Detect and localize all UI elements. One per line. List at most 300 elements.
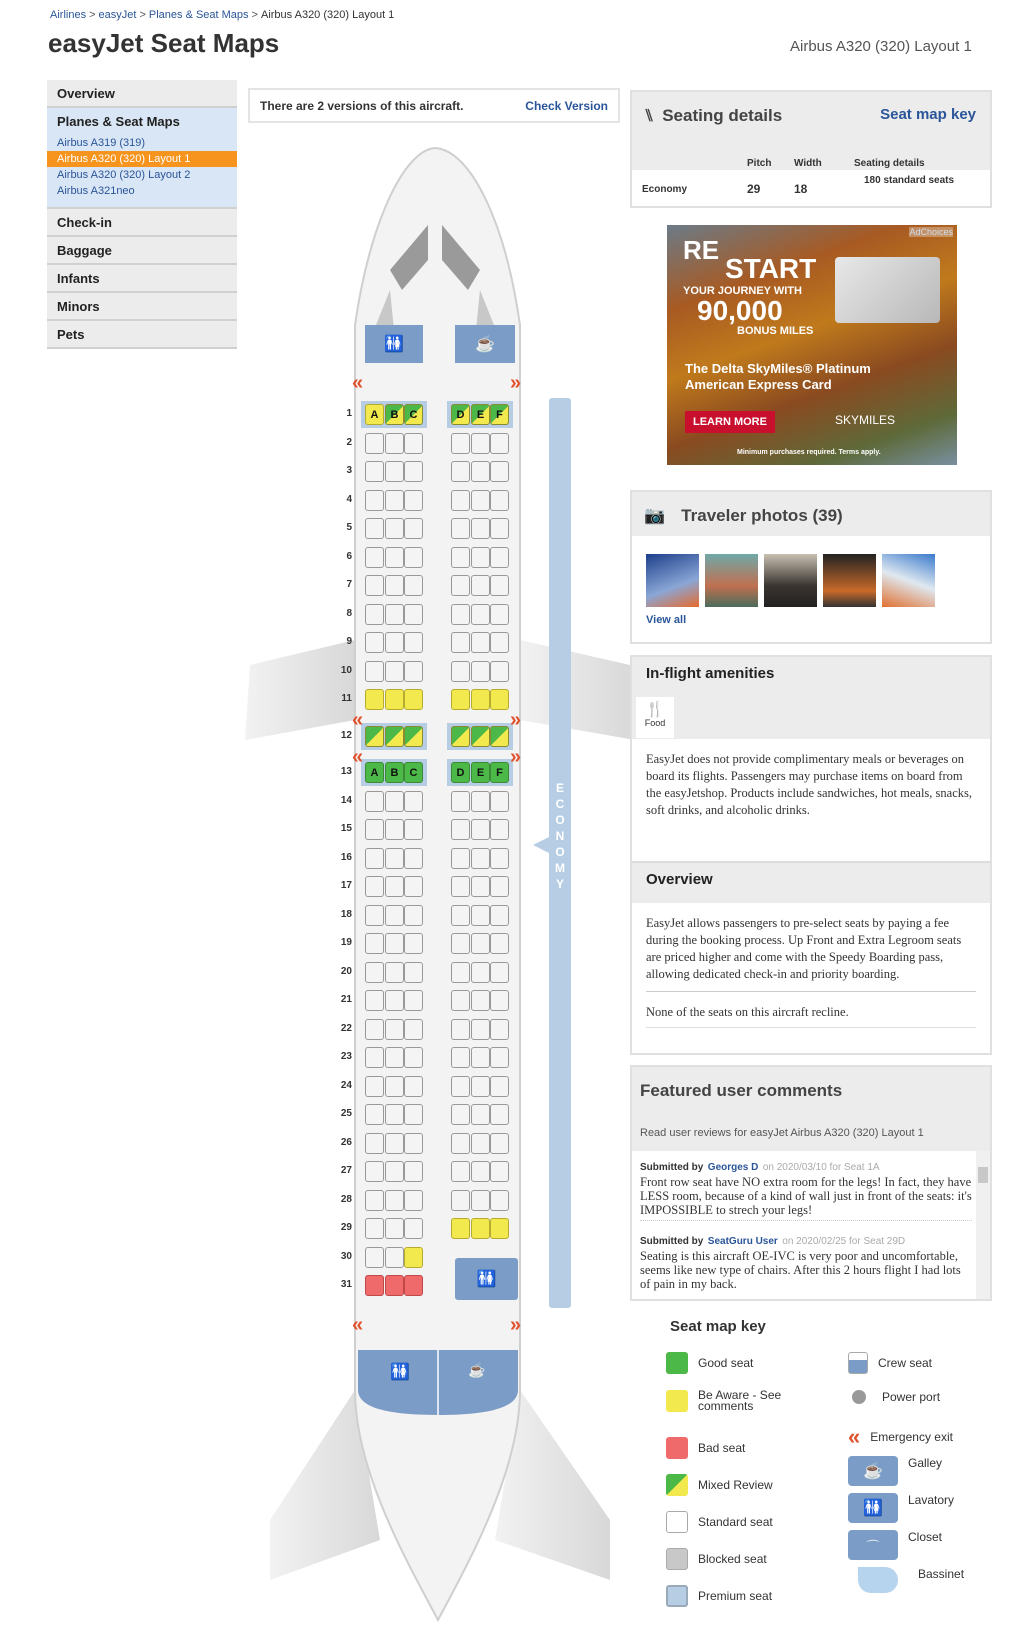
key-label: Good seat [698,1356,754,1370]
breadcrumb-planes[interactable]: Planes & Seat Maps [148,9,249,21]
seat-25D[interactable] [451,1104,470,1125]
crew-seat-icon [848,1352,868,1374]
row-number: 16 [340,851,352,863]
seat-15E[interactable] [471,819,490,840]
seat-25C[interactable] [404,1104,423,1125]
seat-10A[interactable] [365,661,384,682]
seat-2C[interactable] [404,433,423,454]
seat-28D[interactable] [451,1190,470,1211]
key-label: Power port [882,1390,941,1404]
seat-4B[interactable] [385,490,404,511]
amenities-text: EasyJet does not provide complimentary meals or beverages on board its flights. Passengers may purchase items on board from the easyJetshop. Products include sandwiches, hot meals, snacks, soft drinks, and alcoholic drinks. [632,739,990,861]
seating-details-panel [630,90,992,208]
separator: > [251,9,258,21]
seat-2F[interactable] [490,433,509,454]
aircraft-subtitle: Airbus A320 (320) Layout 1 [790,38,972,55]
seat-18C[interactable] [404,905,423,926]
row-number: 29 [340,1222,352,1233]
seat-2A[interactable] [365,433,384,454]
row-number: 1 [346,408,352,419]
row-number: 27 [340,1165,352,1176]
seat-31C[interactable] [404,1275,423,1296]
sidebar-plane-a320-layout1[interactable]: Airbus A320 (320) Layout 1 [47,151,237,167]
row-number: 7 [346,579,352,590]
key-label: Standard seat [698,1515,773,1529]
seat-10E[interactable] [471,661,490,682]
seat-19B[interactable] [385,933,404,954]
plane-illustration [230,140,650,1640]
seat-7C[interactable] [404,575,423,596]
seat-13E[interactable]: E [471,762,490,783]
power-port-icon [852,1390,866,1404]
economy-label: ECONOMY [555,781,565,891]
seat-6E[interactable] [471,547,490,568]
seat-17F[interactable] [490,876,509,897]
photo-thumbnail[interactable] [646,554,699,607]
seat-28A[interactable] [365,1190,384,1211]
photo-thumbnail[interactable] [882,554,935,607]
seat-5A[interactable] [365,518,384,539]
comments-list[interactable] [632,1151,990,1299]
seat-25E[interactable] [471,1104,490,1125]
seat-13C[interactable]: C [404,762,423,783]
seat-22E[interactable] [471,1019,490,1040]
row-number: 31 [340,1279,352,1290]
seat-18F[interactable] [490,905,509,926]
seat-6B[interactable] [385,547,404,568]
seat-21C[interactable] [404,990,423,1011]
seat-7B[interactable] [385,575,404,596]
premium-seat-swatch [666,1585,688,1607]
seat-17B[interactable] [385,876,404,897]
version-notice [248,88,620,123]
seat-4A[interactable] [365,490,384,511]
comments-scrollbar[interactable] [976,1151,990,1299]
seat-28C[interactable] [404,1190,423,1211]
seat-18E[interactable] [471,905,490,926]
seat-18A[interactable] [365,905,384,926]
ad-headline-2: START [725,253,817,284]
seat-4C[interactable] [404,490,423,511]
seat-11F[interactable] [490,689,509,710]
seat-22D[interactable] [451,1019,470,1040]
seat-16A[interactable] [365,848,384,869]
seat-18B[interactable] [385,905,404,926]
row-number: 22 [340,1022,352,1034]
seat-1A[interactable]: A [365,404,384,425]
seat-8A[interactable] [365,604,384,625]
seat-12E[interactable] [471,726,490,747]
seat-29B[interactable] [385,1218,404,1239]
ad-brand: SKYMILES [835,413,896,427]
seat-22C[interactable] [404,1019,423,1040]
seat-16C[interactable] [404,848,423,869]
seat-12C[interactable] [404,726,423,747]
seat-7E[interactable] [471,575,490,596]
sidebar-item-overview[interactable]: Overview [47,80,237,108]
seat-17A[interactable] [365,876,384,897]
seat-8E[interactable] [471,604,490,625]
seat-18D[interactable] [451,905,470,926]
seat-1C[interactable]: C [404,404,423,425]
seat-10F[interactable] [490,661,509,682]
left-wing [245,640,355,740]
seat-27C[interactable] [404,1161,423,1182]
seat-12F[interactable] [490,726,509,747]
comment-meta: on 2020/02/25 for Seat 29D [782,1236,906,1247]
seat-27A[interactable] [365,1161,384,1182]
seat-23A[interactable] [365,1047,384,1068]
bassinet-icon [858,1567,898,1593]
class-name: Economy [642,184,688,195]
seat-21A[interactable] [365,990,384,1011]
mixed-seat-swatch [666,1474,688,1496]
seating-details-title: Seating details [662,106,783,125]
seat-11E[interactable] [471,689,490,710]
seat-22A[interactable] [365,1019,384,1040]
seat-14A[interactable] [365,791,384,812]
seating-row-economy [632,170,990,206]
seat-28B[interactable] [385,1190,404,1211]
seat-8C[interactable] [404,604,423,625]
seat-21D[interactable] [451,990,470,1011]
seat-16E[interactable] [471,848,490,869]
seat-19C[interactable] [404,933,423,954]
seat-20D[interactable] [451,962,470,983]
sidebar-item-infants[interactable]: Infants [47,265,237,293]
col-details: Seating details [854,158,925,169]
seat-16F[interactable] [490,848,509,869]
seat-24B[interactable] [385,1076,404,1097]
row-number: 10 [340,664,352,676]
seat-4F[interactable] [490,490,509,511]
seat-6F[interactable] [490,547,509,568]
row-number: 14 [340,794,352,806]
seat-15F[interactable] [490,819,509,840]
seat-16D[interactable] [451,848,470,869]
key-label: Bassinet [918,1567,965,1581]
seat-11B[interactable] [385,689,404,710]
seat-19F[interactable] [490,933,509,954]
seat-17E[interactable] [471,876,490,897]
sidebar-item-pets[interactable]: Pets [47,321,237,349]
seat-23B[interactable] [385,1047,404,1068]
seat-24C[interactable] [404,1076,423,1097]
seat-22B[interactable] [385,1019,404,1040]
seat-14D[interactable] [451,791,470,812]
seat-map-key-link[interactable]: Seat map key [880,106,976,123]
seat-15C[interactable] [404,819,423,840]
right-wing [520,640,635,740]
seat-1D[interactable]: D [451,404,470,425]
seat-27F[interactable] [490,1161,509,1182]
seat-10B[interactable] [385,661,404,682]
seat-12B[interactable] [385,726,404,747]
emergency-exit-left-front: « [352,372,364,394]
seat-22F[interactable] [490,1019,509,1040]
seat-10D[interactable] [451,661,470,682]
seat-8F[interactable] [490,604,509,625]
row-number: 2 [346,436,352,448]
sidebar-item-minors[interactable]: Minors [47,293,237,321]
pitch-value: 29 [747,182,761,196]
seat-5F[interactable] [490,518,509,539]
breadcrumb-easyjet[interactable]: easyJet [98,9,137,21]
seat-24A[interactable] [365,1076,384,1097]
seat-9A[interactable] [365,632,384,653]
comment-text: Front row seat have NO extra room for the legs! In fact, they have LESS room, because of a kind of wall just in front of the seats: it's IMPOSSIBLE to strech your legs! [640,1175,972,1217]
comments-subtitle: Read user reviews for easyJet Airbus A320 (320) Layout 1 [640,1127,924,1139]
seat-1F[interactable]: F [490,404,509,425]
seat-9E[interactable] [471,632,490,653]
sidebar-item-baggage[interactable]: Baggage [47,237,237,265]
details-value: 180 standard seats [864,175,955,186]
comment-user[interactable]: SeatGuru User [707,1236,778,1247]
seat-13A[interactable]: A [365,762,384,783]
seat-30A[interactable] [365,1247,384,1268]
seat-4D[interactable] [451,490,470,511]
row-number: 24 [340,1079,352,1091]
seat-14F[interactable] [490,791,509,812]
seat-19D[interactable] [451,933,470,954]
seat-1B[interactable]: B [385,404,404,425]
seat-9F[interactable] [490,632,509,653]
seat-20A[interactable] [365,962,384,983]
row-number: 13 [340,766,352,777]
seat-20E[interactable] [471,962,490,983]
key-label: Be Aware - See comments [698,1388,782,1413]
photo-thumbnail[interactable] [823,554,876,607]
ad-line-5: BONUS MILES [737,325,814,337]
seat-15B[interactable] [385,819,404,840]
seat-31A[interactable] [365,1275,384,1296]
key-label: Blocked seat [698,1552,767,1566]
seat-29F[interactable] [490,1218,509,1239]
seat-27E[interactable] [471,1161,490,1182]
key-label: Bad seat [698,1441,746,1455]
row-number: 8 [346,607,352,619]
seat-3C[interactable] [404,461,423,482]
seat-3D[interactable] [451,461,470,482]
seat-11A[interactable] [365,689,384,710]
photo-thumbnail[interactable] [764,554,817,607]
seat-map-key [660,1310,1020,1630]
seat-3B[interactable] [385,461,404,482]
seat-13F[interactable]: F [490,762,509,783]
seat-29C[interactable] [404,1218,423,1239]
seat-2B[interactable] [385,433,404,454]
seat-2D[interactable] [451,433,470,454]
breadcrumb-airlines[interactable]: Airlines [50,9,87,21]
seat-23E[interactable] [471,1047,490,1068]
emergency-exit-right-row12-front: » [510,709,522,731]
seat-12A[interactable] [365,726,384,747]
seat-9B[interactable] [385,632,404,653]
seat-28F[interactable] [490,1190,509,1211]
seat-25B[interactable] [385,1104,404,1125]
seat-3A[interactable] [365,461,384,482]
galley-icon: ☕ [848,1456,898,1486]
seat-26D[interactable] [451,1133,470,1154]
food-amenity [636,697,674,738]
seat-26F[interactable] [490,1133,509,1154]
seat-27D[interactable] [451,1161,470,1182]
traveler-photos-panel [630,490,992,644]
fork-knife-icon: 🍴 [645,701,665,718]
row-number: 25 [340,1108,352,1119]
seat-25A[interactable] [365,1104,384,1125]
recline-note: None of the seats on this aircraft recline. [646,992,976,1028]
key-label: Premium seat [698,1589,773,1603]
seat-3F[interactable] [490,461,509,482]
seat-11D[interactable] [451,689,470,710]
seat-11C[interactable] [404,689,423,710]
sidebar-plane-a319[interactable]: Airbus A319 (319) [57,137,146,149]
sidebar-item-planes[interactable]: Planes & Seat Maps [57,114,180,129]
row-number: 30 [340,1250,352,1262]
seat-26A[interactable] [365,1133,384,1154]
row-number: 3 [346,465,352,476]
seat-12D[interactable] [451,726,470,747]
seat-15D[interactable] [451,819,470,840]
good-seat-swatch [666,1352,688,1374]
row-number: 9 [346,636,352,647]
separator: > [89,9,96,21]
emergency-exit-left-row13-front: « [352,746,364,768]
seat-24E[interactable] [471,1076,490,1097]
emergency-exit-right-rear: » [510,1314,522,1336]
seat-29E[interactable] [471,1218,490,1239]
row-number: 26 [340,1136,352,1148]
width-value: 18 [794,182,808,196]
rear-lavatory-icon: 🚻 [390,1364,410,1381]
sidebar-group-planes [47,108,237,209]
row-number: 15 [340,823,352,834]
emergency-exit-left-row12-front: « [352,709,364,731]
seat-24F[interactable] [490,1076,509,1097]
seat-5E[interactable] [471,518,490,539]
ad-line-4: 90,000 [697,295,783,326]
seat-23C[interactable] [404,1047,423,1068]
comment-text: Seating is this aircraft OE-IVC is very poor and uncomfortable, seems like new type of chairs. After this 2 hours flight I had lots of pain in my back. [640,1249,961,1291]
view-all-photos-link[interactable]: View all [646,614,687,626]
sidebar-plane-a321neo[interactable]: Airbus A321neo [57,185,135,197]
front-lavatory: 🚻 [365,325,423,363]
seat-29A[interactable] [365,1218,384,1239]
seat-4E[interactable] [471,490,490,511]
seat-16B[interactable] [385,848,404,869]
seat-icon: ⑊ [644,106,655,125]
camera-icon: 📷 [644,506,666,525]
row-number: 18 [340,908,352,920]
seat-26B[interactable] [385,1133,404,1154]
seat-9D[interactable] [451,632,470,653]
seat-5B[interactable] [385,518,404,539]
seat-14B[interactable] [385,791,404,812]
key-label: Lavatory [908,1493,955,1507]
seat-27B[interactable] [385,1161,404,1182]
seat-30B[interactable] [385,1247,404,1268]
seat-21B[interactable] [385,990,404,1011]
sidebar [47,80,237,349]
photo-thumbnail[interactable] [705,554,758,607]
seat-6D[interactable] [451,547,470,568]
seat-7A[interactable] [365,575,384,596]
seat-29D[interactable] [451,1218,470,1239]
seat-6C[interactable] [404,547,423,568]
seat-6A[interactable] [365,547,384,568]
row-number: 20 [340,965,352,977]
seat-21F[interactable] [490,990,509,1011]
seat-5C[interactable] [404,518,423,539]
seat-17D[interactable] [451,876,470,897]
seat-13B[interactable]: B [385,762,404,783]
seat-21E[interactable] [471,990,490,1011]
seat-5D[interactable] [451,518,470,539]
seat-26C[interactable] [404,1133,423,1154]
seat-31B[interactable] [385,1275,404,1296]
key-title: Seat map key [670,1318,766,1335]
seat-15A[interactable] [365,819,384,840]
seat-14C[interactable] [404,791,423,812]
emergency-exit-right-front: » [510,372,522,394]
row-number: 12 [340,729,352,741]
emergency-exit-icon: « [848,1424,861,1449]
row-number: 23 [340,1051,352,1062]
learn-more-button[interactable]: LEARN MORE [685,411,775,433]
adchoices-label[interactable]: AdChoices [909,227,953,237]
seat-25F[interactable] [490,1104,509,1125]
seat-7D[interactable] [451,575,470,596]
seat-23F[interactable] [490,1047,509,1068]
seat-20F[interactable] [490,962,509,983]
comment-user[interactable]: Georges D [707,1162,759,1173]
breadcrumb-current: Airbus A320 (320) Layout 1 [260,9,395,21]
cabin-pointer [533,837,549,853]
advertisement[interactable] [667,225,957,465]
seat-23D[interactable] [451,1047,470,1068]
seat-30C[interactable] [404,1247,423,1268]
emergency-exit-right-row13-front: » [510,746,522,768]
row-number: 28 [340,1193,352,1205]
seat-19A[interactable] [365,933,384,954]
ad-fineprint: Minimum purchases required. Terms apply. [737,449,881,456]
seat-7F[interactable] [490,575,509,596]
seat-24D[interactable] [451,1076,470,1097]
seat-20B[interactable] [385,962,404,983]
seat-14E[interactable] [471,791,490,812]
check-version-link[interactable]: Check Version [525,99,608,113]
rear-right-lavatory: 🚻 [455,1258,518,1300]
seat-26E[interactable] [471,1133,490,1154]
seat-8D[interactable] [451,604,470,625]
seat-2E[interactable] [471,433,490,454]
seat-3E[interactable] [471,461,490,482]
seat-9C[interactable] [404,632,423,653]
emergency-exit-left-rear: « [352,1314,364,1336]
seat-20C[interactable] [404,962,423,983]
seat-17C[interactable] [404,876,423,897]
seat-1E[interactable]: E [471,404,490,425]
seat-19E[interactable] [471,933,490,954]
row-number: 4 [346,493,352,505]
seat-13D[interactable]: D [451,762,470,783]
seat-8B[interactable] [385,604,404,625]
seat-28E[interactable] [471,1190,490,1211]
seat-10C[interactable] [404,661,423,682]
sidebar-item-checkin[interactable]: Check-in [47,209,237,237]
sidebar-plane-a320-layout2[interactable]: Airbus A320 (320) Layout 2 [57,169,191,181]
